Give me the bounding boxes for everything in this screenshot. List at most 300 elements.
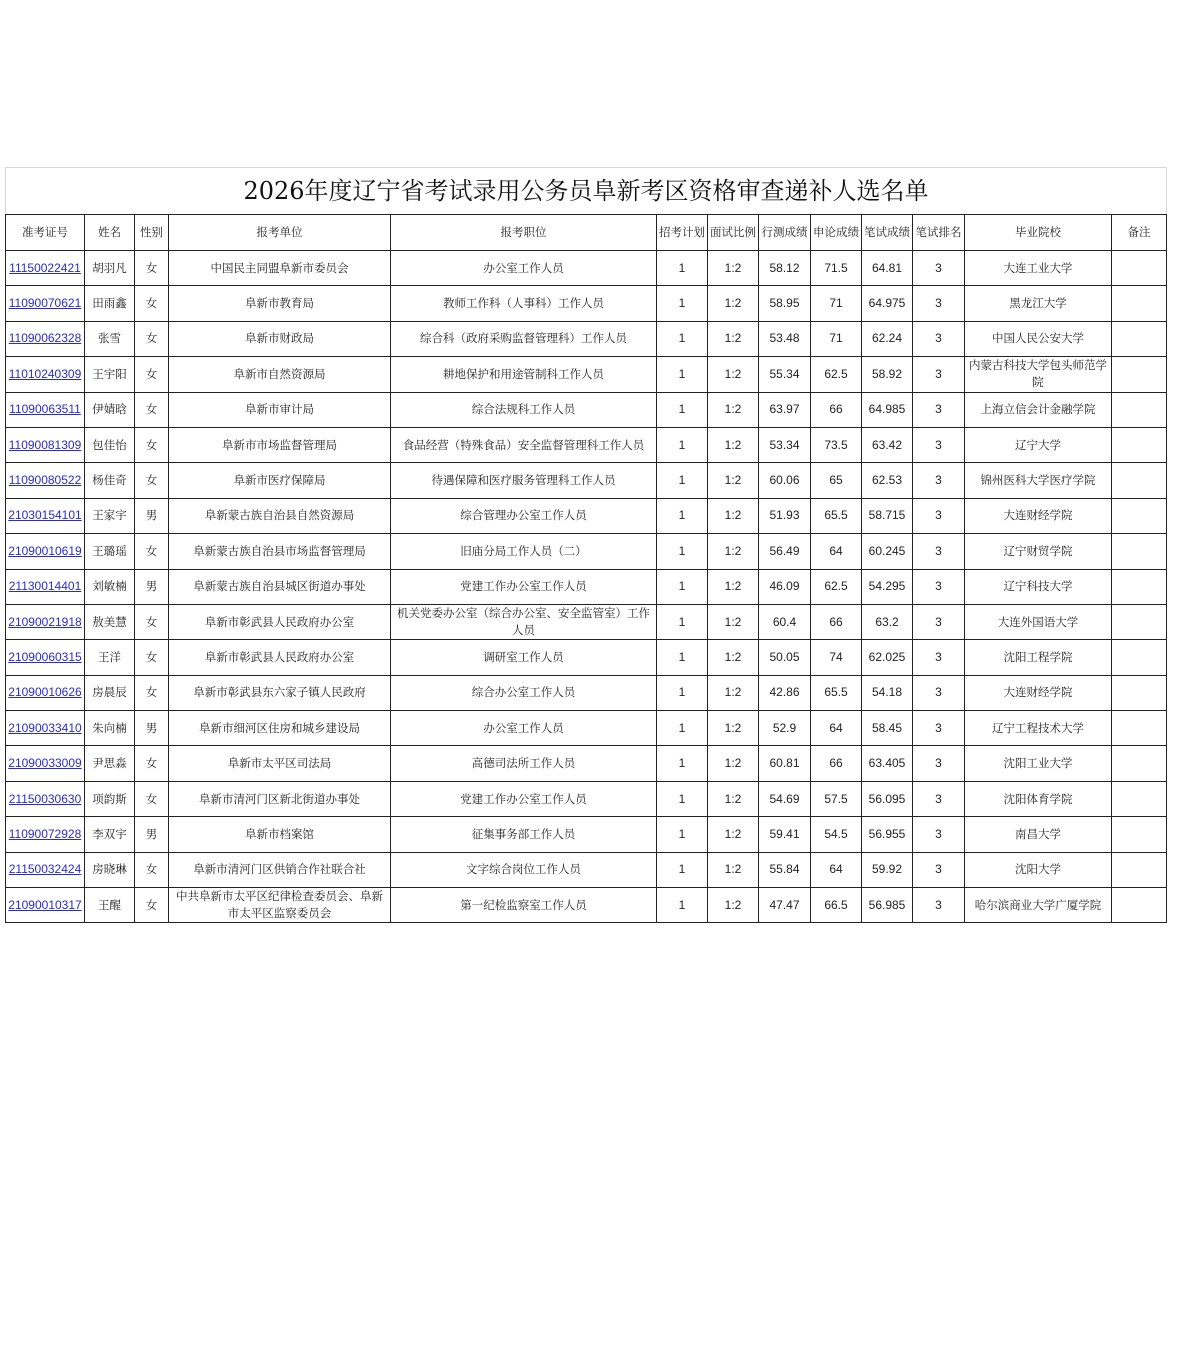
- cell-written-score: 56.985: [862, 888, 913, 923]
- cell-unit: 阜新市太平区司法局: [169, 746, 391, 781]
- cell-essay-score: 71: [811, 321, 862, 356]
- cell-gender: 女: [135, 463, 169, 498]
- cell-exam-id: [6, 321, 85, 356]
- cell-interview-ratio: 1:2: [708, 675, 759, 710]
- cell-unit: 阜新市清河门区新北街道办事处: [169, 781, 391, 816]
- exam-id-link[interactable]: 21090033410: [8, 720, 82, 735]
- cell-exam-id: [6, 746, 85, 781]
- cell-gender: 女: [135, 392, 169, 427]
- cell-unit: 阜新市彰武县人民政府办公室: [169, 604, 391, 639]
- table-row: [6, 463, 1167, 498]
- cell-position: 耕地保护和用途管制科工作人员: [391, 357, 657, 392]
- cell-unit: 阜新市彰武县东六家子镇人民政府: [169, 675, 391, 710]
- cell-essay-score: 74: [811, 640, 862, 675]
- cell-aptitude-score: 53.48: [759, 321, 811, 356]
- cell-written-score: 64.985: [862, 392, 913, 427]
- cell-name: 房晓琳: [85, 852, 135, 887]
- cell-remarks: [1112, 498, 1167, 533]
- cell-interview-ratio: 1:2: [708, 498, 759, 533]
- cell-quota: 1: [657, 534, 708, 569]
- cell-quota: 1: [657, 817, 708, 852]
- cell-gender: 女: [135, 286, 169, 321]
- cell-exam-id: [6, 498, 85, 533]
- cell-quota: 1: [657, 321, 708, 356]
- column-header-unit: 报考单位: [169, 215, 391, 251]
- cell-written-score: 62.53: [862, 463, 913, 498]
- table-row: [6, 640, 1167, 675]
- cell-quota: 1: [657, 357, 708, 392]
- table-row: [6, 251, 1167, 286]
- cell-interview-ratio: 1:2: [708, 711, 759, 746]
- cell-interview-ratio: 1:2: [708, 852, 759, 887]
- cell-unit: 阜新市审计局: [169, 392, 391, 427]
- cell-name: 王宇阳: [85, 357, 135, 392]
- cell-essay-score: 54.5: [811, 817, 862, 852]
- cell-name: 王璐瑶: [85, 534, 135, 569]
- cell-name: 田雨鑫: [85, 286, 135, 321]
- cell-gender: 女: [135, 640, 169, 675]
- column-header-school: 毕业院校: [965, 215, 1112, 251]
- table-row: [6, 817, 1167, 852]
- cell-aptitude-score: 46.09: [759, 569, 811, 604]
- cell-gender: 女: [135, 604, 169, 639]
- cell-school: 辽宁大学: [965, 427, 1112, 462]
- cell-essay-score: 66: [811, 604, 862, 639]
- page-title: 2026年度辽宁省考试录用公务员阜新考区资格审查递补人选名单: [5, 167, 1167, 214]
- cell-exam-id: [6, 392, 85, 427]
- cell-interview-ratio: 1:2: [708, 640, 759, 675]
- cell-gender: 女: [135, 427, 169, 462]
- cell-essay-score: 62.5: [811, 357, 862, 392]
- cell-position: 旧庙分局工作人员（二）: [391, 534, 657, 569]
- cell-quota: 1: [657, 781, 708, 816]
- cell-position: 综合管理办公室工作人员: [391, 498, 657, 533]
- cell-unit: 阜新市市场监督管理局: [169, 427, 391, 462]
- cell-remarks: [1112, 357, 1167, 392]
- cell-unit: 阜新市财政局: [169, 321, 391, 356]
- cell-essay-score: 71: [811, 286, 862, 321]
- cell-written-score: 58.92: [862, 357, 913, 392]
- cell-gender: 女: [135, 888, 169, 923]
- table-row: [6, 498, 1167, 533]
- header-row: [6, 215, 1167, 251]
- cell-aptitude-score: 60.81: [759, 746, 811, 781]
- exam-id-link[interactable]: 11090072928: [8, 826, 82, 841]
- table-row: [6, 286, 1167, 321]
- cell-remarks: [1112, 746, 1167, 781]
- cell-quota: 1: [657, 888, 708, 923]
- cell-unit: 中国民主同盟阜新市委员会: [169, 251, 391, 286]
- cell-exam-id: [6, 888, 85, 923]
- cell-written-score: 58.45: [862, 711, 913, 746]
- cell-gender: 女: [135, 675, 169, 710]
- cell-written-rank: 3: [913, 427, 965, 462]
- cell-written-rank: 3: [913, 817, 965, 852]
- cell-unit: 阜新蒙古族自治县自然资源局: [169, 498, 391, 533]
- cell-essay-score: 65.5: [811, 498, 862, 533]
- cell-exam-id: [6, 640, 85, 675]
- table-row: [6, 534, 1167, 569]
- cell-name: 朱向楠: [85, 711, 135, 746]
- cell-written-rank: 3: [913, 852, 965, 887]
- cell-written-rank: 3: [913, 321, 965, 356]
- cell-quota: 1: [657, 746, 708, 781]
- cell-unit: 阜新市彰武县人民政府办公室: [169, 640, 391, 675]
- cell-written-score: 63.2: [862, 604, 913, 639]
- cell-essay-score: 65.5: [811, 675, 862, 710]
- cell-exam-id: [6, 286, 85, 321]
- cell-exam-id: [6, 711, 85, 746]
- cell-written-score: 64.975: [862, 286, 913, 321]
- cell-position: 高德司法所工作人员: [391, 746, 657, 781]
- exam-id-link[interactable]: 21130014401: [8, 579, 82, 594]
- column-header-aptitude-score: 行测成绩: [759, 215, 811, 251]
- cell-name: 伊婧晗: [85, 392, 135, 427]
- cell-school: 黑龙江大学: [965, 286, 1112, 321]
- cell-aptitude-score: 53.34: [759, 427, 811, 462]
- cell-school: 辽宁财贸学院: [965, 534, 1112, 569]
- cell-written-score: 56.955: [862, 817, 913, 852]
- cell-remarks: [1112, 321, 1167, 356]
- column-header-essay-score: 申论成绩: [811, 215, 862, 251]
- cell-position: 党建工作办公室工作人员: [391, 569, 657, 604]
- cell-remarks: [1112, 569, 1167, 604]
- cell-name: 敖美慧: [85, 604, 135, 639]
- cell-name: 杨佳奇: [85, 463, 135, 498]
- cell-written-rank: 3: [913, 711, 965, 746]
- cell-written-rank: 3: [913, 675, 965, 710]
- table-row: [6, 427, 1167, 462]
- cell-essay-score: 66: [811, 746, 862, 781]
- cell-interview-ratio: 1:2: [708, 392, 759, 427]
- cell-unit: 阜新市自然资源局: [169, 357, 391, 392]
- cell-aptitude-score: 60.06: [759, 463, 811, 498]
- column-header-interview-ratio: 面试比例: [708, 215, 759, 251]
- table-row: [6, 604, 1167, 639]
- cell-interview-ratio: 1:2: [708, 463, 759, 498]
- cell-unit: 阜新蒙古族自治县城区街道办事处: [169, 569, 391, 604]
- cell-unit: 阜新市教育局: [169, 286, 391, 321]
- cell-position: 综合办公室工作人员: [391, 675, 657, 710]
- cell-essay-score: 64: [811, 534, 862, 569]
- cell-exam-id: [6, 569, 85, 604]
- cell-aptitude-score: 54.69: [759, 781, 811, 816]
- cell-written-score: 63.405: [862, 746, 913, 781]
- cell-written-score: 59.92: [862, 852, 913, 887]
- cell-aptitude-score: 58.95: [759, 286, 811, 321]
- cell-aptitude-score: 42.86: [759, 675, 811, 710]
- cell-essay-score: 73.5: [811, 427, 862, 462]
- cell-remarks: [1112, 392, 1167, 427]
- cell-school: 大连工业大学: [965, 251, 1112, 286]
- cell-quota: 1: [657, 711, 708, 746]
- cell-exam-id: [6, 852, 85, 887]
- cell-remarks: [1112, 427, 1167, 462]
- cell-written-rank: 3: [913, 392, 965, 427]
- cell-interview-ratio: 1:2: [708, 251, 759, 286]
- cell-school: 沈阳大学: [965, 852, 1112, 887]
- cell-gender: 女: [135, 852, 169, 887]
- cell-written-score: 54.18: [862, 675, 913, 710]
- exam-id-link[interactable]: 11090081309: [8, 437, 82, 452]
- cell-interview-ratio: 1:2: [708, 604, 759, 639]
- cell-aptitude-score: 50.05: [759, 640, 811, 675]
- cell-exam-id: [6, 534, 85, 569]
- cell-interview-ratio: 1:2: [708, 746, 759, 781]
- cell-written-rank: 3: [913, 604, 965, 639]
- cell-quota: 1: [657, 463, 708, 498]
- cell-name: 王醒: [85, 888, 135, 923]
- cell-written-rank: 3: [913, 781, 965, 816]
- cell-quota: 1: [657, 852, 708, 887]
- cell-written-rank: 3: [913, 534, 965, 569]
- cell-written-rank: 3: [913, 569, 965, 604]
- cell-position: 待遇保障和医疗服务管理科工作人员: [391, 463, 657, 498]
- cell-exam-id: [6, 817, 85, 852]
- cell-aptitude-score: 47.47: [759, 888, 811, 923]
- cell-remarks: [1112, 534, 1167, 569]
- table-row: [6, 569, 1167, 604]
- table-row: [6, 888, 1167, 923]
- cell-exam-id: [6, 604, 85, 639]
- cell-school: 中国人民公安大学: [965, 321, 1112, 356]
- cell-essay-score: 65: [811, 463, 862, 498]
- cell-school: 哈尔滨商业大学广厦学院: [965, 888, 1112, 923]
- cell-gender: 女: [135, 781, 169, 816]
- cell-aptitude-score: 51.93: [759, 498, 811, 533]
- candidate-table: [5, 214, 1167, 923]
- cell-school: 上海立信会计金融学院: [965, 392, 1112, 427]
- cell-school: 大连财经学院: [965, 498, 1112, 533]
- cell-written-rank: 3: [913, 251, 965, 286]
- cell-written-score: 62.025: [862, 640, 913, 675]
- cell-unit: 阜新市医疗保障局: [169, 463, 391, 498]
- cell-school: 辽宁科技大学: [965, 569, 1112, 604]
- cell-written-score: 54.295: [862, 569, 913, 604]
- exam-id-link[interactable]: 11090063511: [9, 402, 81, 417]
- cell-gender: 女: [135, 746, 169, 781]
- exam-id-link[interactable]: 21090010317: [8, 897, 82, 912]
- cell-essay-score: 62.5: [811, 569, 862, 604]
- cell-interview-ratio: 1:2: [708, 817, 759, 852]
- cell-remarks: [1112, 711, 1167, 746]
- cell-written-score: 62.24: [862, 321, 913, 356]
- cell-essay-score: 66: [811, 392, 862, 427]
- table-row: [6, 357, 1167, 392]
- cell-position: 第一纪检监察室工作人员: [391, 888, 657, 923]
- cell-name: 包佳怡: [85, 427, 135, 462]
- cell-position: 教师工作科（人事科）工作人员: [391, 286, 657, 321]
- table-row: [6, 711, 1167, 746]
- cell-school: 辽宁工程技术大学: [965, 711, 1112, 746]
- cell-position: 征集事务部工作人员: [391, 817, 657, 852]
- cell-school: 锦州医科大学医疗学院: [965, 463, 1112, 498]
- cell-name: 刘敏楠: [85, 569, 135, 604]
- cell-gender: 男: [135, 498, 169, 533]
- cell-exam-id: [6, 357, 85, 392]
- cell-position: 办公室工作人员: [391, 251, 657, 286]
- cell-remarks: [1112, 640, 1167, 675]
- cell-quota: 1: [657, 640, 708, 675]
- cell-remarks: [1112, 781, 1167, 816]
- column-header-written-score: 笔试成绩: [862, 215, 913, 251]
- cell-name: 胡羽凡: [85, 251, 135, 286]
- cell-written-score: 64.81: [862, 251, 913, 286]
- cell-gender: 男: [135, 569, 169, 604]
- exam-id-link[interactable]: 11090062328: [8, 331, 82, 346]
- cell-quota: 1: [657, 675, 708, 710]
- cell-written-rank: 3: [913, 640, 965, 675]
- cell-written-score: 60.245: [862, 534, 913, 569]
- column-header-quota: 招考计划: [657, 215, 708, 251]
- exam-id-link[interactable]: 11010240309: [8, 366, 82, 381]
- cell-remarks: [1112, 817, 1167, 852]
- cell-quota: 1: [657, 498, 708, 533]
- exam-id-link[interactable]: 21150030630: [8, 791, 82, 806]
- cell-interview-ratio: 1:2: [708, 569, 759, 604]
- cell-gender: 女: [135, 534, 169, 569]
- cell-school: 沈阳工业大学: [965, 746, 1112, 781]
- cell-written-rank: 3: [913, 286, 965, 321]
- cell-name: 张雪: [85, 321, 135, 356]
- cell-gender: 女: [135, 357, 169, 392]
- table-row: [6, 781, 1167, 816]
- column-header-exam-id: 准考证号: [6, 215, 85, 251]
- cell-position: 综合法规科工作人员: [391, 392, 657, 427]
- cell-exam-id: [6, 781, 85, 816]
- cell-remarks: [1112, 604, 1167, 639]
- exam-id-link[interactable]: 21090010626: [8, 685, 82, 700]
- exam-id-link[interactable]: 11090070621: [8, 296, 82, 311]
- cell-name: 王洋: [85, 640, 135, 675]
- cell-name: 王家宇: [85, 498, 135, 533]
- cell-quota: 1: [657, 427, 708, 462]
- cell-school: 沈阳体育学院: [965, 781, 1112, 816]
- cell-interview-ratio: 1:2: [708, 888, 759, 923]
- cell-unit: 阜新蒙古族自治县市场监督管理局: [169, 534, 391, 569]
- cell-unit: 阜新市档案馆: [169, 817, 391, 852]
- table-row: [6, 321, 1167, 356]
- table-row: [6, 746, 1167, 781]
- cell-interview-ratio: 1:2: [708, 286, 759, 321]
- cell-position: 综合科（政府采购监督管理科）工作人员: [391, 321, 657, 356]
- cell-remarks: [1112, 852, 1167, 887]
- cell-quota: 1: [657, 251, 708, 286]
- cell-quota: 1: [657, 569, 708, 604]
- cell-gender: 男: [135, 711, 169, 746]
- cell-interview-ratio: 1:2: [708, 534, 759, 569]
- cell-exam-id: [6, 463, 85, 498]
- cell-written-rank: 3: [913, 498, 965, 533]
- cell-aptitude-score: 52.9: [759, 711, 811, 746]
- cell-essay-score: 64: [811, 711, 862, 746]
- exam-id-link[interactable]: 11150022421: [9, 260, 81, 275]
- exam-id-link[interactable]: 21090033009: [8, 756, 82, 771]
- cell-written-score: 63.42: [862, 427, 913, 462]
- cell-unit: 阜新市清河门区供销合作社联合社: [169, 852, 391, 887]
- cell-interview-ratio: 1:2: [708, 427, 759, 462]
- cell-written-rank: 3: [913, 463, 965, 498]
- cell-school: 大连财经学院: [965, 675, 1112, 710]
- cell-quota: 1: [657, 392, 708, 427]
- candidate-list-sheet: [5, 167, 1167, 923]
- cell-written-rank: 3: [913, 888, 965, 923]
- cell-aptitude-score: 58.12: [759, 251, 811, 286]
- cell-school: 大连外国语大学: [965, 604, 1112, 639]
- cell-exam-id: [6, 251, 85, 286]
- cell-essay-score: 57.5: [811, 781, 862, 816]
- cell-unit: 中共阜新市太平区纪律检查委员会、阜新市太平区监察委员会: [169, 888, 391, 923]
- cell-name: 项韵斯: [85, 781, 135, 816]
- cell-interview-ratio: 1:2: [708, 781, 759, 816]
- exam-id-link[interactable]: 21090021918: [8, 614, 82, 629]
- cell-essay-score: 71.5: [811, 251, 862, 286]
- cell-interview-ratio: 1:2: [708, 321, 759, 356]
- cell-name: 尹思淼: [85, 746, 135, 781]
- cell-interview-ratio: 1:2: [708, 357, 759, 392]
- cell-position: 调研室工作人员: [391, 640, 657, 675]
- exam-id-link[interactable]: 21150032424: [8, 862, 82, 877]
- cell-remarks: [1112, 251, 1167, 286]
- cell-exam-id: [6, 675, 85, 710]
- cell-written-score: 58.715: [862, 498, 913, 533]
- cell-unit: 阜新市细河区住房和城乡建设局: [169, 711, 391, 746]
- table-row: [6, 675, 1167, 710]
- exam-id-link[interactable]: 11090080522: [8, 473, 82, 488]
- cell-position: 党建工作办公室工作人员: [391, 781, 657, 816]
- cell-written-rank: 3: [913, 357, 965, 392]
- cell-position: 机关党委办公室（综合办公室、安全监管室）工作人员: [391, 604, 657, 639]
- column-header-position: 报考职位: [391, 215, 657, 251]
- cell-remarks: [1112, 888, 1167, 923]
- table-row: [6, 852, 1167, 887]
- cell-position: 文字综合岗位工作人员: [391, 852, 657, 887]
- cell-exam-id: [6, 427, 85, 462]
- cell-quota: 1: [657, 604, 708, 639]
- cell-aptitude-score: 60.4: [759, 604, 811, 639]
- cell-aptitude-score: 56.49: [759, 534, 811, 569]
- exam-id-link[interactable]: 21030154101: [8, 508, 82, 523]
- cell-remarks: [1112, 675, 1167, 710]
- exam-id-link[interactable]: 21090060315: [8, 649, 82, 664]
- cell-remarks: [1112, 286, 1167, 321]
- cell-aptitude-score: 63.97: [759, 392, 811, 427]
- cell-gender: 女: [135, 321, 169, 356]
- cell-school: 内蒙古科技大学包头师范学院: [965, 357, 1112, 392]
- cell-gender: 女: [135, 251, 169, 286]
- cell-aptitude-score: 59.41: [759, 817, 811, 852]
- cell-essay-score: 64: [811, 852, 862, 887]
- cell-name: 房晨辰: [85, 675, 135, 710]
- cell-written-rank: 3: [913, 746, 965, 781]
- cell-aptitude-score: 55.34: [759, 357, 811, 392]
- cell-position: 食品经营（特殊食品）安全监督管理科工作人员: [391, 427, 657, 462]
- table-row: [6, 392, 1167, 427]
- column-header-name: 姓名: [85, 215, 135, 251]
- cell-name: 李双宇: [85, 817, 135, 852]
- column-header-gender: 性别: [135, 215, 169, 251]
- cell-aptitude-score: 55.84: [759, 852, 811, 887]
- cell-remarks: [1112, 463, 1167, 498]
- column-header-written-rank: 笔试排名: [913, 215, 965, 251]
- cell-gender: 男: [135, 817, 169, 852]
- cell-school: 南昌大学: [965, 817, 1112, 852]
- column-header-remarks: 备注: [1112, 215, 1167, 251]
- cell-essay-score: 66.5: [811, 888, 862, 923]
- exam-id-link[interactable]: 21090010619: [8, 543, 82, 558]
- cell-position: 办公室工作人员: [391, 711, 657, 746]
- cell-quota: 1: [657, 286, 708, 321]
